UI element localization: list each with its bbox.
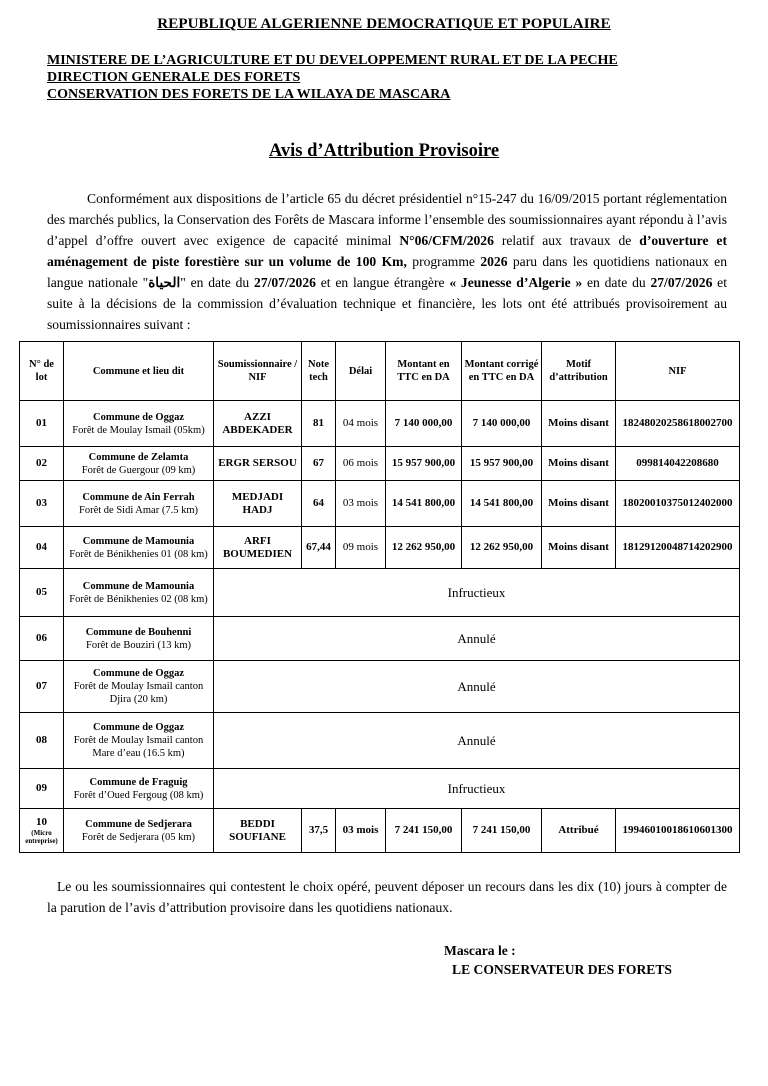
table-row bbox=[20, 447, 740, 481]
commune-name: Commune de Oggaz bbox=[93, 668, 184, 679]
publication-date-1: 27/07/2026 bbox=[254, 275, 316, 290]
signature-place: Mascara le : bbox=[444, 943, 516, 958]
cell-corrige: 7 140 000,00 bbox=[462, 401, 542, 447]
lieu-dit: Forêt de Moulay Ismail (05km) bbox=[72, 424, 205, 436]
cell-nif: 19946010018610601300 bbox=[616, 809, 740, 853]
cell-status: Infructieux bbox=[214, 769, 740, 809]
lieu-dit: Forêt de Moulay Ismail canton Djira (20 km) bbox=[73, 681, 204, 705]
republic-heading: REPUBLIQUE ALGERIENNE DEMOCRATIQUE ET POPULAIRE bbox=[157, 16, 611, 32]
cell-commune bbox=[64, 809, 214, 853]
cell-lot: 01 bbox=[20, 401, 64, 447]
cell-nif: 18129120048714202900 bbox=[616, 527, 740, 569]
cell-commune bbox=[64, 713, 214, 769]
intro-text: en date du bbox=[582, 275, 651, 290]
table-row bbox=[20, 569, 740, 617]
lieu-dit: Forêt de Guergour (09 km) bbox=[81, 464, 196, 476]
cell-corrige: 7 241 150,00 bbox=[462, 809, 542, 853]
lot-note: (Micro entreprise) bbox=[25, 829, 58, 845]
cell-soumissionnaire: BEDDI SOUFIANE bbox=[214, 809, 302, 853]
lieu-dit: Forêt d’Oued Fergoug (08 km) bbox=[73, 789, 204, 801]
intro-text: programme bbox=[406, 254, 481, 269]
cell-montant: 12 262 950,00 bbox=[386, 527, 462, 569]
cell-soumissionnaire: AZZI ABDEKADER bbox=[214, 401, 302, 447]
cell-lot: 09 bbox=[20, 769, 64, 809]
table-row bbox=[20, 661, 740, 713]
header-corrige: Montant corrigé en TTC en DA bbox=[462, 342, 542, 401]
lieu-dit: Forêt de Sedjerara (05 km) bbox=[81, 831, 196, 843]
table-row bbox=[20, 617, 740, 661]
cell-soumissionnaire: ERGR SERSOU bbox=[214, 447, 302, 481]
commune-name: Commune de Oggaz bbox=[93, 411, 184, 423]
cell-commune bbox=[64, 661, 214, 713]
cell-motif: Moins disant bbox=[542, 527, 616, 569]
commune-name: Commune de Bouhenni bbox=[85, 626, 192, 638]
cell-motif: Moins disant bbox=[542, 447, 616, 481]
intro-text: " en date du bbox=[180, 275, 255, 290]
table-header-row bbox=[20, 342, 740, 401]
intro-paragraph bbox=[47, 188, 727, 335]
lieu-dit: Forêt de Bénikhenies 01 (08 km) bbox=[69, 548, 208, 560]
header-nif: NIF bbox=[616, 342, 740, 401]
cell-lot: 02 bbox=[20, 447, 64, 481]
table-row bbox=[20, 809, 740, 853]
program-year: 2026 bbox=[480, 254, 508, 269]
document-title: Avis d’Attribution Provisoire bbox=[268, 141, 500, 161]
header-montant: Montant en TTC en DA bbox=[386, 342, 462, 401]
arabic-newspaper: الحياة bbox=[148, 275, 181, 290]
intro-text: paru dans les quotidiens nationaux en langue nationale " bbox=[47, 254, 728, 290]
cell-delai: 09 mois bbox=[336, 527, 386, 569]
cell-montant: 15 957 900,00 bbox=[386, 447, 462, 481]
cell-status: Annulé bbox=[214, 713, 740, 769]
cell-note: 67 bbox=[302, 447, 336, 481]
header-soumissionnaire: Soumissionnaire / NIF bbox=[214, 342, 302, 401]
cell-soumissionnaire: MEDJADI HADJ bbox=[214, 481, 302, 527]
cell-nif: 099814042208680 bbox=[616, 447, 740, 481]
direction-line: DIRECTION GENERALE DES FORETS bbox=[47, 70, 301, 85]
cell-commune bbox=[64, 769, 214, 809]
cell-delai: 06 mois bbox=[336, 447, 386, 481]
header-lot: N° de lot bbox=[20, 342, 64, 401]
cell-soumissionnaire: ARFI BOUMEDIEN bbox=[214, 527, 302, 569]
cell-montant: 14 541 800,00 bbox=[386, 481, 462, 527]
lieu-dit: Forêt de Sidi Amar (7.5 km) bbox=[79, 504, 198, 516]
intro-text: relatif aux travaux de bbox=[493, 233, 640, 248]
table-row bbox=[20, 481, 740, 527]
cell-corrige: 15 957 900,00 bbox=[462, 447, 542, 481]
tender-reference: N°06/CFM/2026 bbox=[399, 233, 494, 248]
cell-lot: 04 bbox=[20, 527, 64, 569]
cell-lot: 07 bbox=[20, 661, 64, 713]
cell-corrige: 12 262 950,00 bbox=[462, 527, 542, 569]
commune-name: Commune de Oggaz bbox=[93, 722, 184, 733]
commune-name: Commune de Fraguig bbox=[89, 776, 188, 788]
cell-nif: 18020010375012402000 bbox=[616, 481, 740, 527]
lieu-dit: Forêt de Bouziri (13 km) bbox=[86, 639, 191, 651]
cell-note: 81 bbox=[302, 401, 336, 447]
cell-commune bbox=[64, 481, 214, 527]
commune-name: Commune de Ain Ferrah bbox=[82, 491, 195, 503]
cell-motif: Attribué bbox=[542, 809, 616, 853]
cell-corrige: 14 541 800,00 bbox=[462, 481, 542, 527]
header-motif: Motif d’attribution bbox=[542, 342, 616, 401]
cell-note: 37,5 bbox=[302, 809, 336, 853]
cell-commune bbox=[64, 527, 214, 569]
intro-text: et en langue étrangère bbox=[315, 275, 450, 290]
ministry-line: MINISTERE DE L’AGRICULTURE ET DU DEVELOPPEMENT RURAL ET DE LA PECHE bbox=[47, 53, 618, 68]
cell-lot: 03 bbox=[20, 481, 64, 527]
cell-status: Annulé bbox=[214, 661, 740, 713]
cell-commune bbox=[64, 569, 214, 617]
commune-name: Commune de Zelamta bbox=[88, 451, 189, 463]
cell-motif: Moins disant bbox=[542, 401, 616, 447]
cell-lot: 05 bbox=[20, 569, 64, 617]
tender-object: d’ouverture et aménagement de piste forestière sur un volume de 100 Km, bbox=[47, 233, 727, 269]
commune-name: Commune de Mamounia bbox=[82, 535, 195, 547]
cell-note: 67,44 bbox=[302, 527, 336, 569]
cell-lot: 08 bbox=[20, 713, 64, 769]
cell-note: 64 bbox=[302, 481, 336, 527]
cell-lot: 06 bbox=[20, 617, 64, 661]
table-row bbox=[20, 401, 740, 447]
cell-status: Infructieux bbox=[214, 569, 740, 617]
cell-montant: 7 140 000,00 bbox=[386, 401, 462, 447]
cell-motif: Moins disant bbox=[542, 481, 616, 527]
intro-text: et suite à la décisions de la commission d’évaluation technique et financière, les lots ont été attribués provisoirement au soumissionnaires suivant : bbox=[47, 275, 727, 332]
commune-name: Commune de Sedjerara bbox=[85, 818, 192, 830]
commune-name: Commune de Mamounia bbox=[82, 580, 195, 592]
cell-commune bbox=[64, 401, 214, 447]
cell-nif: 18248020258618002700 bbox=[616, 401, 740, 447]
cell-lot bbox=[20, 809, 64, 853]
header-commune: Commune et lieu dit bbox=[64, 342, 214, 401]
table-row bbox=[20, 769, 740, 809]
attribution-table bbox=[19, 341, 740, 853]
header-note: Note tech bbox=[302, 342, 336, 401]
table-row bbox=[20, 713, 740, 769]
header-delai: Délai bbox=[336, 342, 386, 401]
publication-date-2: 27/07/2026 bbox=[650, 275, 713, 290]
conservation-line: CONSERVATION DES FORETS DE LA WILAYA DE MASCARA bbox=[47, 87, 451, 102]
table-row bbox=[20, 527, 740, 569]
lieu-dit: Forêt de Moulay Ismail canton Mare d’eau (16.5 km) bbox=[73, 735, 204, 759]
cell-delai: 04 mois bbox=[336, 401, 386, 447]
ministry-block bbox=[47, 52, 747, 103]
lot-number: 10 bbox=[36, 816, 47, 828]
cell-status: Annulé bbox=[214, 617, 740, 661]
recours-paragraph: Le ou les soumissionnaires qui contestent le choix opéré, peuvent déposer un recours dans les dix (10) jours à compter de la parution de l’avis d’attribution provisoire dans les quotidiens nationaux. bbox=[47, 879, 727, 915]
cell-delai: 03 mois bbox=[336, 809, 386, 853]
cell-delai: 03 mois bbox=[336, 481, 386, 527]
intro-text: Conformément aux dispositions de l’article 65 du décret présidentiel n°15-247 du 16/09/2015 portant réglementation des marchés publics, la Conservation des Forêts de Mascara informe l’ensemble des soumissionnaires ayant répondu à l’avis d’appel d’offre ouvert avec exigence de capacité minimal bbox=[47, 191, 727, 248]
cell-montant: 7 241 150,00 bbox=[386, 809, 462, 853]
lieu-dit: Forêt de Bénikhenies 02 (08 km) bbox=[69, 593, 208, 605]
french-newspaper: « Jeunesse d’Algerie » bbox=[449, 275, 583, 290]
cell-commune bbox=[64, 447, 214, 481]
cell-commune bbox=[64, 617, 214, 661]
signature-role: LE CONSERVATEUR DES FORETS bbox=[452, 962, 672, 977]
